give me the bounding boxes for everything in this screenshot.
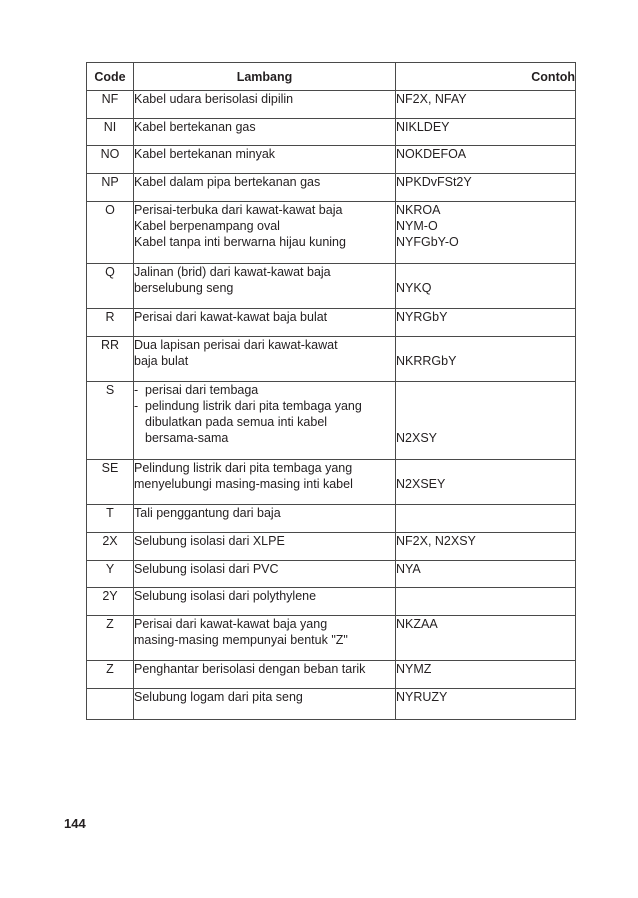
lambang-line: baja bulat [134, 354, 189, 368]
page-number: 144 [64, 816, 86, 831]
contoh-line [396, 382, 575, 398]
table-row [87, 689, 576, 720]
bullet-continuation: dibulatkan pada semua inti kabel [145, 415, 328, 429]
contoh-line [396, 398, 575, 414]
cell-code: RR [87, 337, 134, 382]
lambang-line: masing-masing mempunyai bentuk "Z" [134, 633, 348, 647]
contoh-line: NYFGbY-O [396, 235, 459, 249]
cell-code: Y [87, 561, 134, 588]
contoh-line: NYRUZY [396, 690, 448, 704]
cell-contoh [396, 264, 576, 309]
table-row [87, 309, 576, 337]
table-row [87, 616, 576, 661]
cell-lambang [134, 382, 396, 460]
table-row [87, 505, 576, 533]
cell-contoh [396, 533, 576, 561]
cell-lambang [134, 337, 396, 382]
contoh-line: NYA [396, 562, 421, 576]
header-lambang: Lambang [134, 63, 396, 91]
cell-contoh [396, 91, 576, 119]
table-row [87, 202, 576, 264]
table-row [87, 460, 576, 505]
table-header-row [87, 63, 576, 91]
lambang-line: Penghantar berisolasi dengan beban tarik [134, 662, 366, 676]
lambang-line: Selubung isolasi dari XLPE [134, 534, 285, 548]
cell-contoh [396, 561, 576, 588]
contoh-line: N2XSY [396, 431, 437, 445]
contoh-line [396, 505, 575, 521]
table-row [87, 382, 576, 460]
cell-lambang [134, 202, 396, 264]
contoh-line: NF2X, N2XSY [396, 534, 476, 548]
lambang-line: Kabel berpenampang oval [134, 219, 280, 233]
contoh-line: NKRRGbY [396, 354, 457, 368]
cell-code: 2Y [87, 588, 134, 616]
cell-code: S [87, 382, 134, 460]
bullet-dash: - [134, 399, 139, 413]
cell-lambang [134, 146, 396, 174]
contoh-line: NYMZ [396, 662, 432, 676]
table-row [87, 91, 576, 119]
header-contoh: Contoh [396, 63, 576, 91]
cell-contoh [396, 337, 576, 382]
contoh-line: NOKDEFOA [396, 147, 467, 161]
cell-lambang [134, 533, 396, 561]
cell-code: Q [87, 264, 134, 309]
lambang-line: Kabel tanpa inti berwarna hijau kuning [134, 235, 346, 249]
cell-contoh [396, 202, 576, 264]
contoh-line [396, 588, 575, 604]
bullet-continuation: bersama-sama [145, 431, 229, 445]
bullet-item [134, 398, 395, 414]
lambang-line: Tali penggantung dari baja [134, 506, 281, 520]
lambang-line: Perisai dari kawat-kawat baja yang [134, 617, 328, 631]
cell-contoh [396, 119, 576, 146]
cell-code: NF [87, 91, 134, 119]
contoh-line: NYRGbY [396, 310, 448, 324]
cell-lambang [134, 119, 396, 146]
cell-contoh [396, 661, 576, 689]
lambang-line: Kabel bertekanan gas [134, 120, 256, 134]
table-row [87, 533, 576, 561]
contoh-line [396, 414, 575, 430]
bullet-dash: - [134, 383, 139, 397]
contoh-line: NYKQ [396, 281, 432, 295]
contoh-line: NKZAA [396, 617, 438, 631]
table-row [87, 174, 576, 202]
cell-contoh [396, 689, 576, 720]
cell-lambang [134, 91, 396, 119]
table-row [87, 561, 576, 588]
lambang-line: menyelubungi masing-masing inti kabel [134, 477, 353, 491]
lambang-line: Dua lapisan perisai dari kawat-kawat [134, 338, 338, 352]
cell-lambang [134, 264, 396, 309]
cell-lambang [134, 460, 396, 505]
cell-contoh [396, 588, 576, 616]
cell-contoh [396, 505, 576, 533]
table-row [87, 588, 576, 616]
cell-lambang [134, 661, 396, 689]
lambang-line: Kabel bertekanan minyak [134, 147, 276, 161]
cell-lambang [134, 588, 396, 616]
table-row [87, 264, 576, 309]
cable-code-table [86, 62, 576, 720]
cell-code: NI [87, 119, 134, 146]
cell-code: T [87, 505, 134, 533]
cell-code: NO [87, 146, 134, 174]
contoh-line: NF2X, NFAY [396, 92, 467, 106]
cell-code: O [87, 202, 134, 264]
contoh-line [396, 264, 575, 280]
cell-code: Z [87, 616, 134, 661]
lambang-line: berselubung seng [134, 281, 234, 295]
contoh-line [396, 337, 575, 353]
cell-code: SE [87, 460, 134, 505]
cell-lambang [134, 309, 396, 337]
cell-contoh [396, 616, 576, 661]
cell-code: R [87, 309, 134, 337]
bullet-item [134, 382, 395, 398]
table-row [87, 146, 576, 174]
contoh-line: N2XSEY [396, 477, 446, 491]
cell-contoh [396, 382, 576, 460]
cell-lambang [134, 174, 396, 202]
lambang-line: Kabel dalam pipa bertekanan gas [134, 175, 321, 189]
cell-lambang [134, 505, 396, 533]
cell-code: NP [87, 174, 134, 202]
header-code: Code [87, 63, 134, 91]
cell-lambang [134, 689, 396, 720]
lambang-line: Selubung isolasi dari PVC [134, 562, 279, 576]
cell-contoh [396, 174, 576, 202]
lambang-line: Pelindung listrik dari pita tembaga yang [134, 461, 353, 475]
table-row [87, 119, 576, 146]
contoh-line: NKROA [396, 203, 441, 217]
cell-lambang [134, 616, 396, 661]
cell-lambang [134, 561, 396, 588]
lambang-line: Selubung logam dari pita seng [134, 690, 303, 704]
cell-code: 2X [87, 533, 134, 561]
bullet-text: perisai dari tembaga [145, 383, 259, 397]
contoh-line: NPKDvFSt2Y [396, 175, 472, 189]
lambang-line: Selubung isolasi dari polythylene [134, 589, 317, 603]
lambang-line: Perisai dari kawat-kawat baja bulat [134, 310, 328, 324]
lambang-line: Jalinan (brid) dari kawat-kawat baja [134, 265, 331, 279]
cell-contoh [396, 309, 576, 337]
cell-code: Z [87, 661, 134, 689]
contoh-line: NYM-O [396, 219, 438, 233]
bullet-text: pelindung listrik dari pita tembaga yang [145, 399, 362, 413]
contoh-line: NIKLDEY [396, 120, 450, 134]
cell-code [87, 689, 134, 720]
table-row [87, 337, 576, 382]
lambang-line: Perisai-terbuka dari kawat-kawat baja [134, 203, 343, 217]
cell-contoh [396, 146, 576, 174]
contoh-line [396, 460, 575, 476]
table-body [87, 91, 576, 720]
table-row [87, 661, 576, 689]
cell-contoh [396, 460, 576, 505]
lambang-line: Kabel udara berisolasi dipilin [134, 92, 294, 106]
